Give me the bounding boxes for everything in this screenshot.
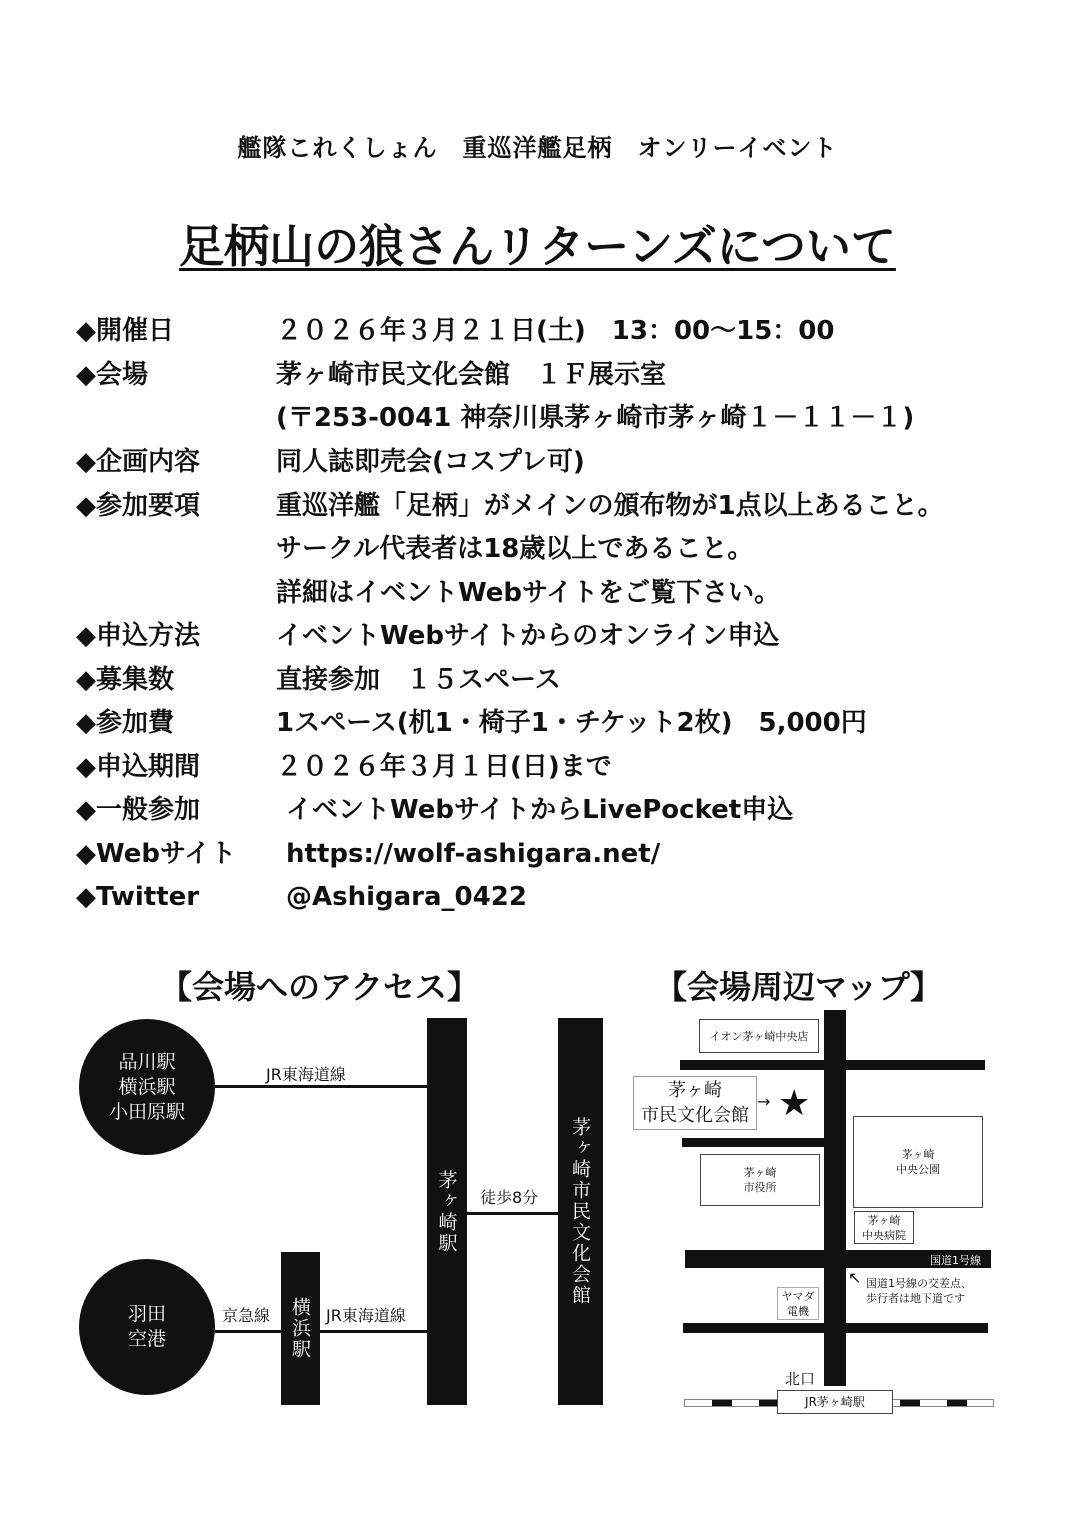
jr-line-label-lower: JR東海道線 bbox=[326, 1306, 406, 1325]
venue-bar: 茅ヶ崎市民文化会館 bbox=[558, 1018, 603, 1405]
origin-haneda: 羽田 空港 bbox=[79, 1259, 215, 1395]
venue-label-box: 茅ヶ崎 市民文化会館 bbox=[633, 1076, 757, 1130]
road bbox=[683, 1323, 988, 1333]
info-value: 直接参加 １５スペース bbox=[276, 665, 561, 695]
info-label: ◆Twitter bbox=[76, 882, 200, 912]
info-label: ◆申込期間 bbox=[76, 752, 200, 782]
cityhall-box: 茅ヶ崎 市役所 bbox=[700, 1154, 820, 1206]
page-title bbox=[0, 210, 1075, 275]
chigasaki-station-bar: 茅ヶ崎駅 bbox=[427, 1018, 467, 1405]
info-value: 詳細はイベントWebサイトをご覧下さい。 bbox=[276, 578, 781, 608]
walk-label: 徒歩8分 bbox=[480, 1188, 539, 1207]
arrow-nw-icon: ↖ bbox=[848, 1268, 862, 1287]
info-value: イベントWebサイトからLivePocket申込 bbox=[286, 795, 794, 825]
underpass-note: 国道1号線の交差点、 歩行者は地下道です bbox=[866, 1277, 972, 1305]
yokohama-station-bar: 横浜駅 bbox=[281, 1252, 320, 1405]
info-value: 茅ヶ崎市民文化会館 １Ｆ展示室 bbox=[276, 360, 667, 390]
info-label: ◆参加費 bbox=[76, 708, 174, 738]
info-value: イベントWebサイトからのオンライン申込 bbox=[276, 621, 780, 651]
hospital-box: 茅ヶ崎 中央病院 bbox=[854, 1211, 914, 1244]
jr-line-lower bbox=[320, 1330, 427, 1333]
info-label: ◆参加要項 bbox=[76, 491, 200, 521]
info-label: ◆申込方法 bbox=[76, 621, 200, 651]
info-value: ２０２６年３月１日(日)まで bbox=[276, 752, 612, 782]
aeon-box: イオン茅ヶ崎中央店 bbox=[699, 1019, 819, 1053]
jr-line-upper bbox=[215, 1085, 427, 1088]
title-text: 足柄山の狼さんリターンズについて bbox=[179, 220, 896, 273]
jr-line-label-upper: JR東海道線 bbox=[266, 1065, 346, 1084]
info-value: (〒253-0041 神奈川県茅ヶ崎市茅ヶ崎１－１１－１) bbox=[276, 403, 915, 433]
info-label: ◆募集数 bbox=[76, 665, 174, 695]
walk-line bbox=[467, 1212, 558, 1215]
info-value: 同人誌即売会(コスプレ可) bbox=[276, 447, 585, 477]
info-label: ◆Webサイト bbox=[76, 839, 237, 869]
access-heading: 【会場へのアクセス】 bbox=[160, 968, 480, 1006]
north-exit-label: 北口 bbox=[785, 1370, 816, 1388]
keikyu-line bbox=[215, 1330, 281, 1333]
route1-label: 国道1号線 bbox=[930, 1254, 981, 1267]
info-value: ２０２６年３月２１日(土) 13：00〜15：00 bbox=[276, 316, 835, 346]
info-value: @Ashigara_0422 bbox=[286, 882, 527, 912]
road bbox=[682, 1138, 824, 1147]
origin-stations: 品川駅 横浜駅 小田原駅 bbox=[79, 1019, 215, 1155]
park-box: 茅ヶ崎 中央公園 bbox=[853, 1116, 983, 1208]
yamada-box: ヤマダ 電機 bbox=[777, 1287, 819, 1320]
info-label: ◆一般参加 bbox=[76, 795, 200, 825]
station-box: JR茅ヶ崎駅 bbox=[777, 1390, 893, 1414]
info-label: ◆会場 bbox=[76, 360, 148, 390]
info-value[interactable]: https://wolf-ashigara.net/ bbox=[286, 839, 661, 869]
info-value: 1スペース(机1・椅子1・チケット2枚) 5,000円 bbox=[276, 708, 867, 738]
keikyu-label: 京急線 bbox=[222, 1306, 271, 1325]
info-value: サークル代表者は18歳以上であること。 bbox=[276, 534, 754, 564]
road bbox=[680, 1060, 985, 1070]
info-label: ◆開催日 bbox=[76, 316, 174, 346]
map-heading: 【会場周辺マップ】 bbox=[655, 968, 943, 1006]
venue-star-icon: ★ bbox=[778, 1083, 811, 1124]
arrow-icon: → bbox=[757, 1092, 771, 1111]
info-value: 重巡洋艦「足柄」がメインの頒布物が1点以上あること。 bbox=[276, 491, 944, 521]
event-subtitle: 艦隊これくしょん 重巡洋艦足柄 オンリーイベント bbox=[237, 133, 838, 162]
info-label: ◆企画内容 bbox=[76, 447, 200, 477]
